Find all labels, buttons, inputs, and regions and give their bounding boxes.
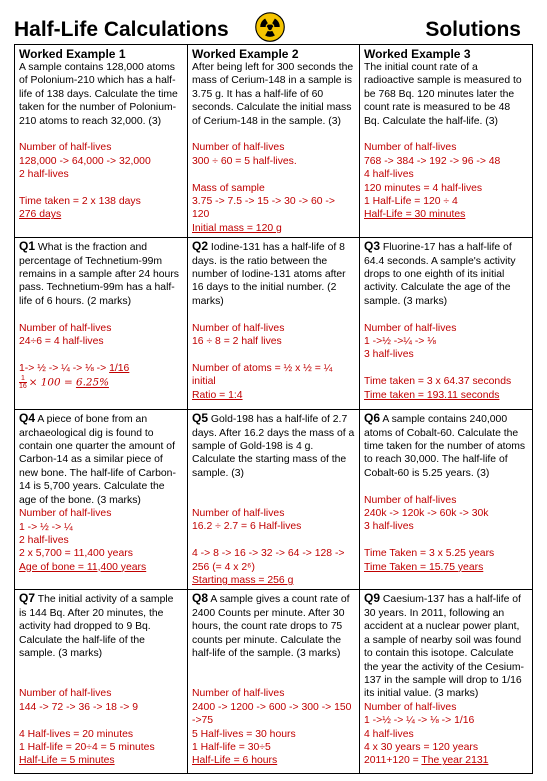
question-1-answer: [19, 322, 183, 391]
question-body: Fluorine-17 has a half-life of 64.4 seconds. A sample's activity drops to one eighth of its initial activity. Calculate the age of the sample. (3 marks): [364, 242, 516, 307]
answer-line: [364, 754, 528, 767]
question-number: Q1: [19, 239, 36, 254]
answer-line: 3.75 -> 7.5 -> 15 -> 30 -> 60 -> 120: [192, 196, 335, 221]
page-title: Half-Life Calculations: [14, 18, 229, 41]
question-5-answer: [192, 507, 355, 587]
fraction-answer: 1/16: [109, 362, 130, 374]
worked-example-1-answer: [19, 141, 183, 221]
answer-line: 16.2 ÷ 2.7 = 6 Half-lives: [192, 521, 302, 533]
answer-line: Number of half-lives: [364, 701, 457, 713]
worked-example-2-question: After being left for 300 seconds the mass of Cerium-148 in a sample is 3.75 g. It has a half-life of 60 seconds. Calculate the initial mass of Cerium-148 in the sample. (3): [192, 62, 354, 127]
worked-example-1-question: A sample contains 128,000 atoms of Polonium-210 which has a half-life of 138 days. Calculate the time taken for the number of Polonium-210 atoms to reach 32,000. (3): [19, 62, 178, 127]
fraction-denominator: 16: [19, 383, 27, 391]
answer-line: Number of half-lives: [192, 142, 285, 154]
question-5-cell: [188, 410, 360, 590]
question-9-answer: [364, 701, 528, 768]
question-number: Q7: [19, 591, 36, 606]
question-7-answer: [19, 687, 183, 767]
fraction: [19, 375, 27, 390]
answer-line: Number of half-lives: [19, 508, 112, 520]
answer-line: 128,000 -> 64,000 -> 32,000: [19, 155, 151, 167]
answer-line: Time taken = 3 x 64.37 seconds: [364, 376, 512, 388]
answer-line: 2 half-lives: [19, 534, 69, 546]
answer-line: 2 x 5,700 = 11,400 years: [19, 548, 133, 560]
final-answer: Time taken = 193.11 seconds: [364, 389, 500, 401]
question-number: Q4: [19, 411, 36, 426]
question-body: The initial activity of a sample is 144 Bq. After 20 minutes, the activity had dropped to 9 Bq. Calculate the half-life of the sample. (3 marks): [19, 594, 174, 660]
answer-line: [19, 362, 183, 375]
question-4-text: [19, 412, 183, 507]
answer-line: Mass of sample: [192, 182, 265, 194]
answer-line: 4 -> 8 -> 16 -> 32 -> 64 -> 128 ->: [192, 548, 345, 560]
percentage-answer: 6.25%: [75, 376, 109, 389]
question-number: Q8: [192, 591, 209, 606]
final-answer: Initial mass = 120 g: [192, 222, 282, 234]
question-7-text: [19, 592, 183, 660]
question-body: A sample gives a count rate of 2400 Counts per minute. After 30 hours, the count rate drops to 75 counts per minute. Calculate the half-life of the sample. (3 marks): [192, 594, 350, 660]
question-6-cell: [360, 410, 533, 590]
question-8-answer: [192, 687, 355, 767]
answer-line: Number of half-lives: [19, 688, 112, 700]
question-body: A piece of bone from an archaeological dig is found to contain one quarter the amount of Carbon-14 as a similar piece of new bone. The half-life of Carbon-14 is 5,700 years. Calculate the age of the bone. (3 marks): [19, 414, 176, 506]
question-6-text: [364, 412, 528, 480]
answer-line: Number of half-lives: [364, 494, 457, 506]
question-8-cell: [188, 590, 360, 774]
worked-example-3-question: The initial count rate of a radioactive sample is measured to be 768 Bq. 120 minutes later the count rate is measured to be 48 Bq. Calculate the half-life. (3): [364, 62, 522, 127]
question-body: What is the fraction and percentage of Technetium-99m remains in a sample after 24 hours pass. Technetium-99m has a half-life of 6 hours. (2 marks): [19, 242, 179, 307]
answer-line: Number of half-lives: [192, 688, 285, 700]
question-3-text: [364, 240, 528, 308]
final-answer: The year 2131: [421, 755, 489, 767]
halving-chain: 1-> ½ -> ¼ -> ⅛ ->: [19, 362, 110, 374]
answer-line: 768 -> 384 -> 192 -> 96 -> 48: [364, 155, 501, 167]
answer-line: Number of half-lives: [19, 142, 112, 154]
answer-line: 24÷6 = 4 half-lives: [19, 336, 104, 348]
final-answer: Half-Life = 30 minutes: [364, 209, 466, 221]
question-1-text: [19, 240, 183, 308]
answer-line: 4 Half-lives = 20 minutes: [19, 728, 134, 740]
answer-line: 1 Half-life = 20÷4 = 5 minutes: [19, 741, 155, 753]
final-answer: Half-Life = 5 minutes: [19, 755, 115, 767]
answer-line: Time taken = 2 x 138 days: [19, 196, 141, 208]
answer-line: 4 half-lives: [364, 169, 414, 181]
question-1-cell: [15, 238, 188, 410]
worked-example-2-cell: [188, 45, 360, 238]
question-3-answer: [364, 322, 528, 402]
question-5-text: [192, 412, 355, 480]
question-9-text: [364, 592, 528, 700]
answer-line: Number of half-lives: [364, 322, 457, 334]
answer-line: 2400 -> 1200 -> 600 -> 300 -> 150 ->75: [192, 701, 352, 727]
worked-example-2-answer: [192, 141, 355, 235]
question-2-text: [192, 240, 355, 308]
answer-line: Number of half-lives: [192, 322, 285, 334]
radiation-hazard-icon: [255, 12, 285, 42]
answer-line: Time Taken = 3 x 5.25 years: [364, 548, 495, 560]
answer-line: [19, 375, 183, 390]
question-6-answer: [364, 494, 528, 574]
answer-line: 1 ->½ ->¼ -> ⅛: [364, 336, 436, 348]
final-answer: 276 days: [19, 209, 62, 221]
answer-line: 1 Half-life = 30÷5: [192, 741, 271, 753]
answer-line: 300 ÷ 60 = 5 half-lives.: [192, 155, 297, 167]
worked-example-3-cell: [360, 45, 533, 238]
question-9-cell: [360, 590, 533, 774]
question-body: A sample contains 240,000 atoms of Cobalt-60. Calculate the time taken for the number of atoms to reach 30,000. The half-life of Cobalt-60 is 5.25 years. (3): [364, 414, 526, 479]
answer-line: 1 ->½ -> ¼ -> ⅛ -> 1/16: [364, 715, 475, 727]
final-answer-prefix: 2011+120 =: [364, 755, 422, 767]
worked-example-3-answer: [364, 141, 528, 221]
answer-line: 5 Half-lives = 30 hours: [192, 728, 296, 740]
question-number: Q2: [192, 239, 209, 254]
answer-line: 144 -> 72 -> 36 -> 18 -> 9: [19, 701, 138, 713]
final-answer: Age of bone = 11,400 years: [19, 561, 147, 573]
answer-line: 120 minutes = 4 half-lives: [364, 182, 483, 194]
answer-line: 4 half-lives: [364, 728, 414, 740]
question-3-cell: [360, 238, 533, 410]
final-answer: Starting mass = 256 g: [192, 575, 294, 587]
question-number: Q5: [192, 411, 209, 426]
answer-line: 2 half-lives: [19, 169, 69, 181]
answer-line: 3 half-lives: [364, 349, 414, 361]
worked-example-2-heading: Worked Example 2: [192, 47, 299, 61]
question-body: Iodine-131 has a half-life of 8 days. is the ratio between the number of Iodine-131 atoms after 16 days to the initial number. (2 marks): [192, 242, 346, 307]
answer-line: 3 half-lives: [364, 521, 414, 533]
worked-example-1-heading: Worked Example 1: [19, 47, 126, 61]
question-number: Q3: [364, 239, 381, 254]
answer-line: Number of atoms = ½ x ½ = ¼ initial: [192, 362, 333, 388]
half-life-worksheet-grid: [14, 44, 533, 774]
page-header: [0, 0, 547, 44]
question-8-text: [192, 592, 355, 660]
answer-line: 16 ÷ 8 = 2 half lives: [192, 336, 282, 348]
question-2-answer: [192, 322, 355, 402]
question-4-cell: [15, 410, 188, 590]
solutions-label: Solutions: [425, 18, 521, 41]
worked-example-3-heading: Worked Example 3: [364, 47, 471, 61]
final-answer: Time Taken = 15.75 years: [364, 561, 484, 573]
percentage-formula: × 100 =: [28, 376, 76, 389]
question-2-cell: [188, 238, 360, 410]
question-number: Q6: [364, 411, 381, 426]
answer-line: 1 Half-Life = 120 ÷ 4: [364, 196, 458, 208]
fraction-numerator: 1: [20, 375, 25, 383]
final-answer: Ratio = 1:4: [192, 389, 243, 401]
question-body: Caesium-137 has a half-life of 30 years. In 2011, following an accident at a nuclear power plant, a sample of nearby soil was found to contain this isotope. Calculate the year the activity of the Cesium-137 in the sample will drop to 1/16 its initial value. (3 marks): [364, 594, 524, 700]
answer-line: Number of half-lives: [19, 322, 112, 334]
final-answer: Half-Life = 6 hours: [192, 755, 278, 767]
question-number: Q9: [364, 591, 381, 606]
question-4-answer: [19, 507, 183, 574]
answer-line: Number of half-lives: [192, 508, 285, 520]
answer-line: 256 (= 4 x 2⁶): [192, 561, 255, 573]
answer-line: Number of half-lives: [364, 142, 457, 154]
worked-example-1-cell: [15, 45, 188, 238]
answer-line: 4 x 30 years = 120 years: [364, 741, 479, 753]
question-7-cell: [15, 590, 188, 774]
answer-line: 1 -> ½ -> ¼: [19, 521, 73, 533]
answer-line: 240k -> 120k -> 60k -> 30k: [364, 508, 489, 520]
question-body: Gold-198 has a half-life of 2.7 days. After 16.2 days the mass of a sample of Gold-198 is 4 g. Calculate the starting mass of the sample. (3): [192, 414, 355, 479]
